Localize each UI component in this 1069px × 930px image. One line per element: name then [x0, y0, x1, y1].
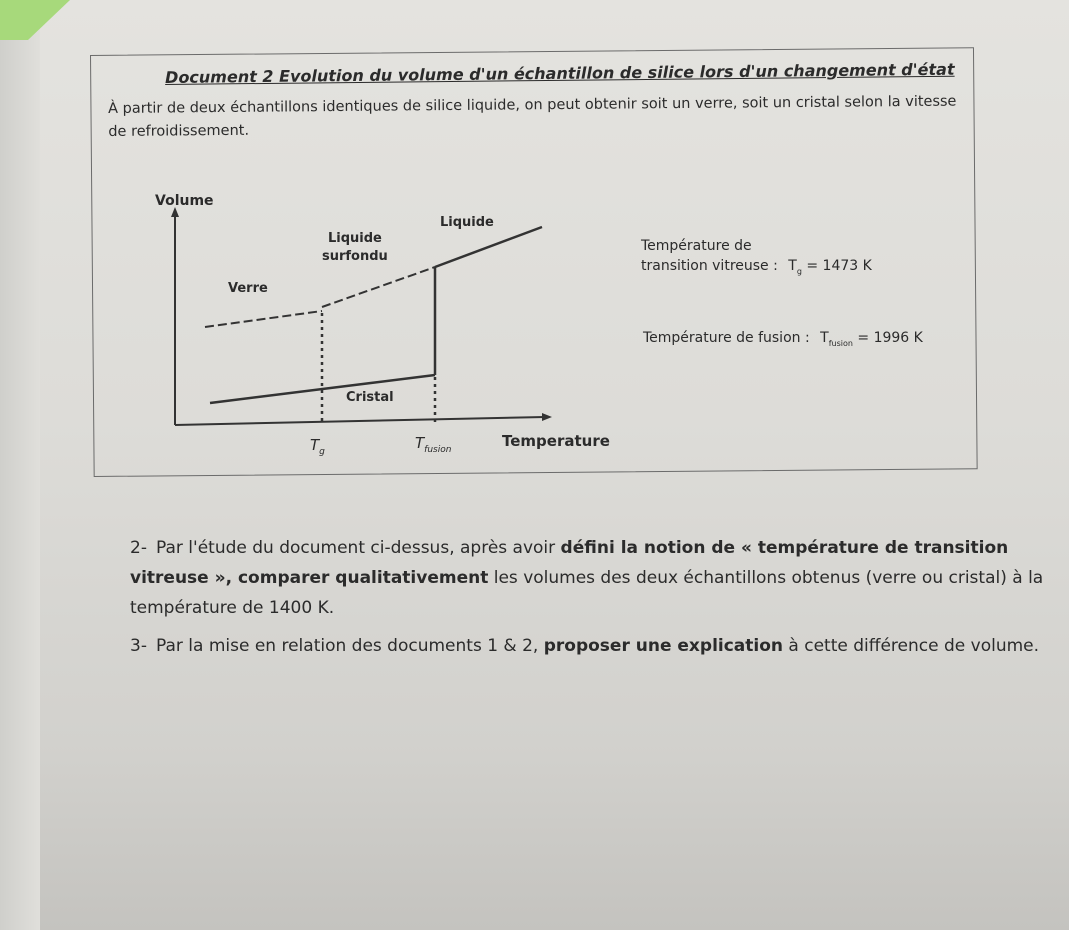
question-text-part3: les volumes des deux échantillons obtenus (verre ou cristal) à la température de 1400 K. — [130, 568, 1044, 618]
liquid-line — [435, 227, 542, 267]
question-text-part2: défini la notion de « température de transition vitreuse », comparer qualitativement — [130, 538, 1009, 588]
document-intro: À partir de deux échantillons identiques de silice liquide, on peut obtenir soit un verre, soit un cristal selon la vitesse de refroidissement. — [108, 93, 957, 140]
tg-symbol: $T_g$ — [788, 258, 802, 276]
label-liquide-surfondu-1: Liquide — [328, 231, 382, 246]
x-axis-label: Temperature — [502, 432, 610, 450]
label-cristal: Cristal — [346, 390, 394, 405]
question-number: 3- — [130, 636, 147, 656]
tg-label-line2 — [641, 258, 872, 276]
tf-label-text: Température de fusion : — [643, 330, 810, 346]
question-2 — [130, 533, 1050, 623]
x-axis — [175, 417, 545, 425]
tf-value: = 1996 K — [857, 330, 923, 346]
document-title: Document 2 Evolution du volume d'un échantillon de silice lors d'un changement d'état — [165, 59, 955, 87]
tf-line — [643, 330, 923, 348]
volume-temperature-graph — [150, 185, 630, 475]
tg-label-line1: Température de — [641, 238, 752, 254]
tg-label-text: transition vitreuse : — [641, 258, 778, 274]
label-liquide-surfondu-2: surfondu — [322, 249, 388, 264]
tg-value: = 1473 K — [806, 258, 872, 274]
page-edge — [0, 0, 40, 930]
question-text-part1: Par l'étude du document ci-dessus, après avoir — [156, 538, 561, 558]
y-axis-label: Volume — [155, 193, 214, 209]
tick-tg: $T_g$ — [310, 436, 325, 457]
question-number: 2- — [130, 538, 147, 558]
label-verre: Verre — [228, 281, 268, 296]
question-text-part3: à cette différence de volume. — [783, 636, 1040, 656]
tick-tfusion: $T_{fusion}$ — [415, 434, 452, 455]
tf-symbol: $T_{fusion}$ — [820, 330, 853, 348]
question-text-part2: proposer une explication — [543, 636, 784, 656]
label-liquide: Liquide — [440, 215, 494, 230]
question-3 — [130, 631, 1050, 661]
x-axis-arrow — [542, 413, 552, 421]
glass-line — [205, 311, 322, 327]
question-text-part1: Par la mise en relation des documents 1 & 2, — [156, 636, 544, 656]
supercooled-line — [322, 267, 435, 307]
questions — [130, 533, 1050, 669]
